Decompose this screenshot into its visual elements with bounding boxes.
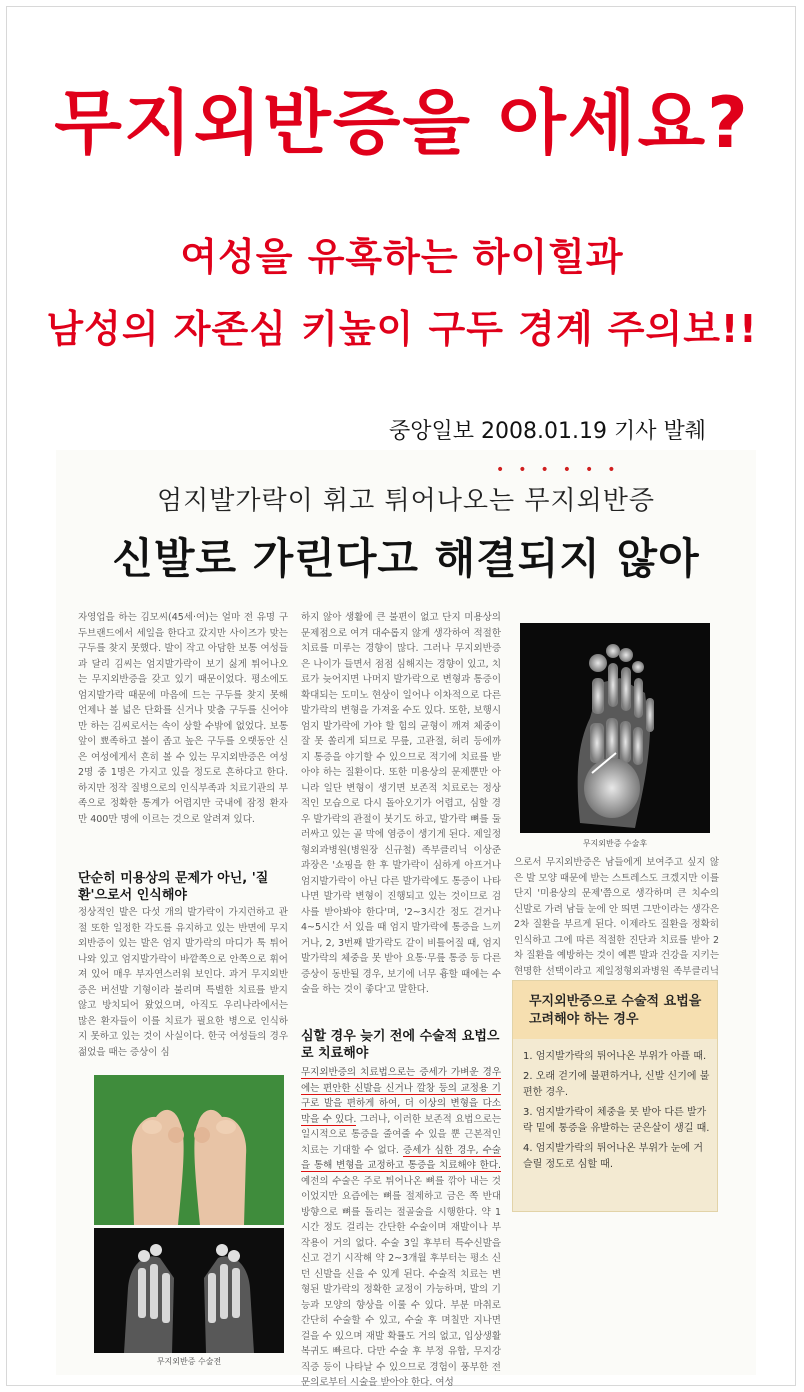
underlined-passage-2: 증세가 심한 경우, 수술을 통해 변형을 교정하고 통증을 치료해야 한다.: [301, 1144, 501, 1171]
indication-list: [523, 1049, 711, 1177]
list-item: 1. 엄지발가락의 튀어나온 부위가 아플 때.: [523, 1051, 707, 1062]
emphasis-dots: ••••••: [496, 462, 630, 478]
feet-photo-before-surgery: [94, 1075, 284, 1225]
page-title: 무지외반증을 아세요?: [54, 82, 750, 164]
article-headline: 신발로 가린다고 해결되지 않아: [112, 534, 700, 583]
article-column-1: 자영업을 하는 김모씨(45세·여)는 얼마 전 유명 구두브랜드에서 세일을 한다고 갔지만 사이즈가 맞는 구두를 찾지 못했다. 발이 작고 아담한 보통 여성들과 달리 김씨는 엄지발가락이 보기 싫게 튀어나오는 무지외반증을 갖고 있기 때문이었다. 평소에도 엄지발가락 때문에 마음에 드는 구두를 찾지 못해 언제나 볼 넓은 단화를 신거나 맞춤 구두를 신어야만 하는 김씨로서는 속이 상할 수밖에 없었다. 보통 앞이 뾰족하고 볼이 좁고 높은 구두를 오랫동안 신은 여성에게서 흔히 볼 수 있는 무지외반증은 여성 2명 중 1명은 가지고 있을 정도로 흔하다고 한다. 하지만 정작 질병으로의 인식부족과 치료기관의 부족으로 정확한 통계가 어렵지만 국내에 잠정 환자만 400만 명에 이르는 것으로 알려져 있다.: [78, 612, 288, 825]
source-credit: 중앙일보 2008.01.19 기사 발췌: [389, 419, 706, 444]
box-header: [513, 981, 717, 1039]
box-title: 무지외반증으로 수술적 요법을 고려해야 하는 경우: [529, 994, 702, 1027]
article-column-1b: 정상적인 발은 다섯 개의 발가락이 가지런하고 관절 또한 일정한 각도를 유지하고 있는 반면에 무지외반증이 있는 발은 엄지 발가락의 마디가 툭 튀어나와 있고 엄지발가락이 바깥쪽으로 안쪽으로 휘어져 있어 매우 부자연스러워 보인다. 과거 무지외반증은 버선발 기형이라 불리며 특별한 치료를 받지 않고 방치되어 왔었으며, 아직도 우리나라에서는 많은 환자들이 이를 치료가 필요한 병으로 인식하지 못하고 있는 것이 사실이다. 한국 여성들의 경우 젊었을 때는 증상이 심: [78, 907, 288, 1058]
passage-rest: 예전의 수술은 주로 튀어나온 뼈를 깎아 내는 것이었지만 요즘에는 뼈를 절제하고 금은 쪽 반대 방향으로 뼈를 돌리는 절골술을 시행한다. 약 1시간 정도 걸리는 간단한 수술이며 재발이나 부작용이 거의 없다. 수술 3일 후부터 특수신발을 신고 걷기 시작해 약 2~3개월 후부터는 평소 신던 신발을 신을 수 있게 된다. 수술적 치료는 변형된 발가락의 정확한 교정이 가능하며, 발의 기능과 모양의 향상을 이룰 수 있다. 부분 마취로 간단히 수술할 수 있고, 수술 후 며칠만 지나면 걸을 수 있으며 재발 확률도 거의 없고, 입상생활 복귀도 빠르다. 다만 수술 후 부정 유합, 무지강직증 등이 나타날 수 있으므로 경험이 풍부한 전문의로부터 시술을 받아야 한다. 여성: [301, 1175, 501, 1388]
section-heading-2: 심할 경우 늦기 전에 수술적 요법으로 치료해야: [301, 1029, 500, 1061]
list-item: 4. 엄지발가락의 튀어나온 부위가 눈에 거슬릴 정도로 심할 때.: [523, 1143, 703, 1170]
xray-after-surgery-image: [520, 623, 710, 833]
caption-after-surgery: 무지외반증 수술후: [582, 839, 648, 848]
caption-before-surgery: 무지외반증 수술전: [156, 1357, 222, 1366]
article-column-3: 으로서 무지외반증은 남들에게 보여주고 싶지 않은 발 모양 때문에 받는 스트레스도 크겠지만 이를 단지 '미용상의 문제'쯤으로 생각하며 큰 치수의 신발로 가려 남들 눈에 안 띄면 그만이라는 생각은 2차 질환을 부르게 된다. 이제라도 질환을 정확히 인식하고 그에 따른 적절한 진단과 치료를 받아 2차 질환을 예방하는 것이 예쁜 발과 건강을 지키는 현명한 선택이라고 제일정형외과병원 족부클리닉: [514, 857, 719, 977]
subtitle-line-1: 여성을 유혹하는 하이힐과: [180, 235, 624, 279]
list-item: 2. 오래 걷기에 불편하거나, 신발 신기에 불편한 경우.: [523, 1071, 710, 1098]
section-heading-1: 단순히 미용상의 문제가 아닌, '질환'으로서 인식해야: [78, 871, 269, 903]
surgery-indication-box: [512, 980, 718, 1212]
newspaper-clipping: [56, 450, 756, 1388]
article-kicker: 엄지발가락이 휘고 튀어나오는 무지외반증: [157, 486, 655, 516]
passage-mid: 그러나, 이러한 보존적 요법으로는 일시적으로 통증을 줄여줄 수 있을 뿐 근본적인 치료는 기대할 수 없다.: [301, 1113, 501, 1156]
underlined-passage-1: 무지외반증의 치료법으로는 증세가 가벼운 경우에는 편안한 신발을 신거나 깔창 등의 교정용 기구로 발을 편하게 하여, 더 이상의 변형을 다소 막을 수 있다.: [301, 1067, 501, 1125]
list-item: 3. 엄지발가락이 체중을 못 받아 다른 발가락 밑에 통증을 유발하는 굳은살이 생길 때.: [523, 1107, 710, 1134]
article-column-2b: [301, 1065, 501, 1388]
subtitle-line-2: 남성의 자존심 키높이 구두 경계 주의보!!: [46, 307, 758, 351]
xray-before-surgery-image: [94, 1228, 284, 1353]
article-column-2: 하지 않아 생활에 큰 불편이 없고 단지 미용상의 문제점으로 여겨 대수롭지 않게 생각하여 적절한 치료를 미루는 경향이 많다. 그러나 무지외반증은 나이가 들면서 점점 심해지는 경향이 있고, 치료가 늦어지면 나머지 발가락으로 변형과 통증이 확대되는 도미노 현상이 일어나 이차적으로 다른 발가락의 변형을 가져올 수도 있다. 또한, 보행시 엄지 발가락에 가야 할 힘의 균형이 깨져 체중이 잘 못 쏠리게 되므로 무릎, 고관절, 허리 등에까지 통증을 야기할 수 있으므로 적기에 치료를 받아야 하는 질환이다. 또한 미용상의 문제뿐만 아니라 일단 변형이 생기면 보존적 치료로는 정상적인 모습으로 다시 돌아오기가 어렵고, 심할 경우 발가락의 관절이 붓기도 하고, 발가락 뼈를 둘러싸고 있는 골 막에 염증이 생기게 된다. 제일정형외과병원(병원장 신규철) 족부클리닉 이상준 과장은 '쇼핑을 한 후 발가락이 심하게 아프거나 엄지발가락이 아닌 다른 발가락에도 통증이 나타나면 발가락 변형이 진행되고 있는 것이므로 검사를 받아봐야 한다'며, '2~3시간 정도 걷거나 4~5시간 서 있을 때 엄지 발가락에 통증을 느끼거나, 2, 3번째 발가락도 같이 비틀어질 때, 엄지발가락의 체중을 못 받아 요통·무릎 통증 등 다른 증상이 동반될 경우, 보기에 너무 흉할 때에는 수술을 하는 것이 좋다'고 말한다.: [301, 612, 501, 995]
